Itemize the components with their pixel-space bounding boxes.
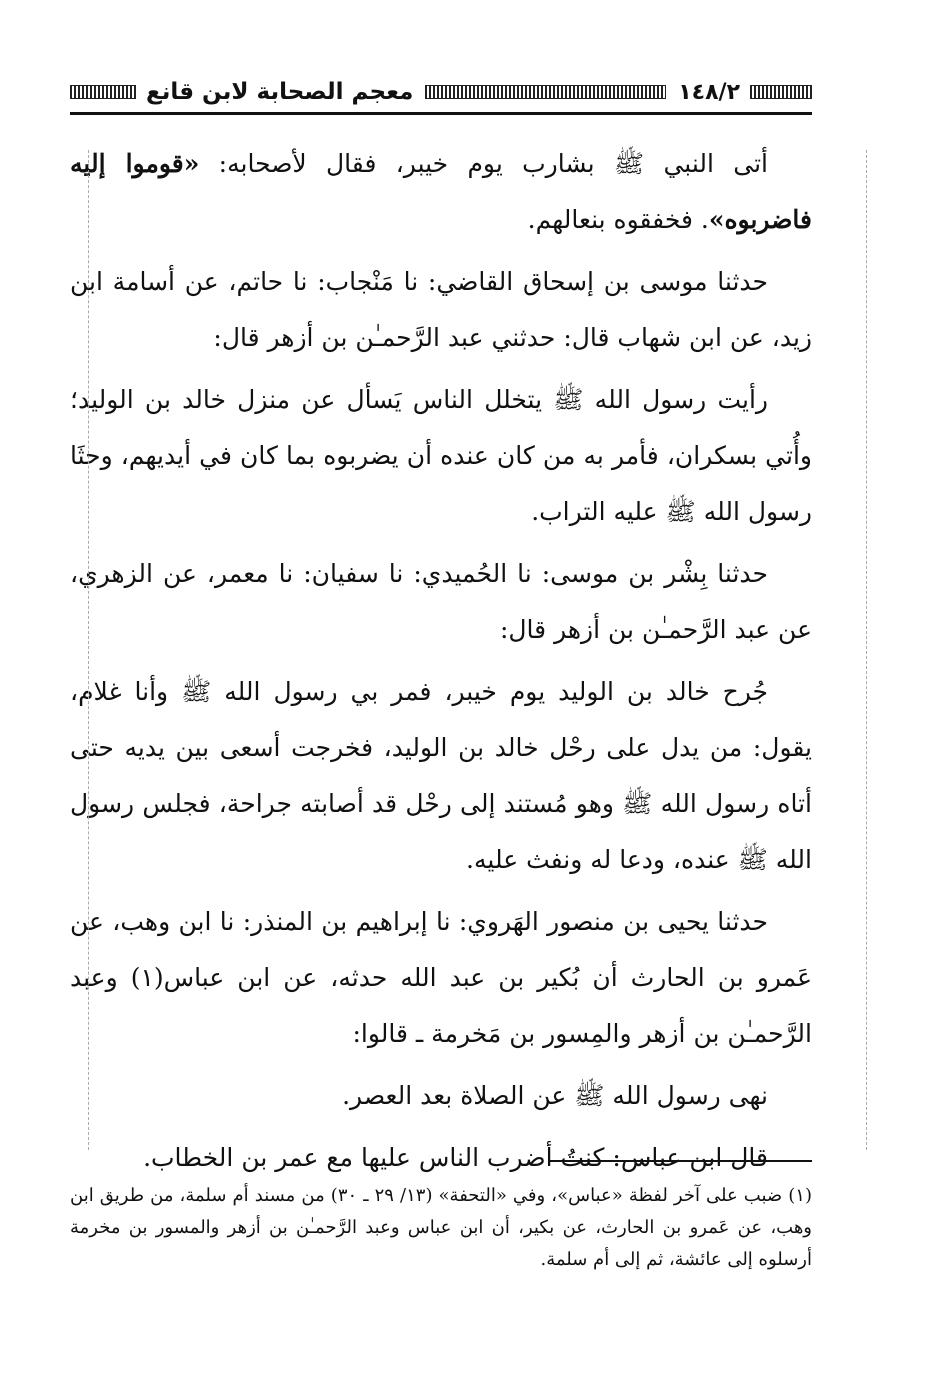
paragraph: حدثنا بِشْر بن موسى: نا الحُميدي: نا سفيان: نا معمر، عن الزهري، عن عبد الرَّحمـٰن بن أزهر قال:: [70, 559, 812, 644]
header-ornament-left: [70, 85, 136, 99]
footnote-divider: [550, 1160, 812, 1162]
prophetic-quote: «قوموا إليه فاضربوه»: [70, 149, 812, 234]
paragraph: حدثنا يحيى بن منصور الهَروي: نا إبراهيم بن المنذر: نا ابن وهب، عن عَمرو بن الحارث أن بُكير بن عبد الله حدثه، عن ابن عباس(١) وعبد الرَّحمـٰن بن أزهر والمِسور بن مَخرمة ـ قالوا:: [70, 907, 813, 1048]
scan-guide-line-left: [88, 150, 89, 1150]
paragraph: حدثنا موسى بن إسحاق القاضي: نا مَنْجاب: نا حاتم، عن أسامة ابن زيد، عن ابن شهاب قال: حدثني عبد الرَّحمـٰن بن أزهر قال:: [70, 267, 812, 352]
page-header: [70, 72, 812, 115]
paragraph: أتى النبي ﷺ بشارب يوم خيبر، فقال لأصحابه: «قوموا إليه فاضربوه». فخفقوه بنعالهم.: [70, 149, 812, 234]
main-text: [70, 136, 812, 1192]
header-ornament-middle: [425, 85, 666, 99]
paragraph: جُرح خالد بن الوليد يوم خيبر، فمر بي رسول الله ﷺ وأنا غلام، يقول: من يدل على رحْل خالد بن الوليد، فخرجت أسعى بين يديه حتى أتاه رسول الله ﷺ وهو مُستند إلى رحْل قد أصابته جراحة، فجلس رسول الله ﷺ عنده، ودعا له ونفث عليه.: [70, 677, 812, 874]
paragraph: نهى رسول الله ﷺ عن الصلاة بعد العصر.: [342, 1081, 768, 1110]
header-ornament-right: [750, 85, 812, 99]
book-title: معجم الصحابة لابن قانع: [146, 79, 414, 105]
footnotes: [70, 1180, 812, 1276]
paragraph: قال ابن عباس: كنتُ أضرب الناس عليها مع عمر بن الخطاب.: [143, 1143, 768, 1172]
paragraph: رأيت رسول الله ﷺ يتخلل الناس يَسأل عن منزل خالد بن الوليد؛ وأُتي بسكران، فأمر به من كان عنده أن يضربوه بما كان في أيديهم، وحثَا رسول الله ﷺ عليه التراب.: [70, 385, 812, 526]
page-number: ١٤٨/٢: [678, 79, 740, 105]
footnote: (١) ضبب على آخر لفظة «عباس»، وفي «التحفة» (١٣/ ٢٩ ـ ٣٠) من مسند أم سلمة، من طريق ابن وهب، عن عَمرو بن الحارث، عن بكير، أن ابن عباس وعبد الرَّحمـٰن بن أزهر والمسور بن مخرمة أرسلوه إلى عائشة، ثم إلى أم سلمة.: [70, 1185, 812, 1270]
scan-guide-line-right: [866, 150, 867, 1150]
